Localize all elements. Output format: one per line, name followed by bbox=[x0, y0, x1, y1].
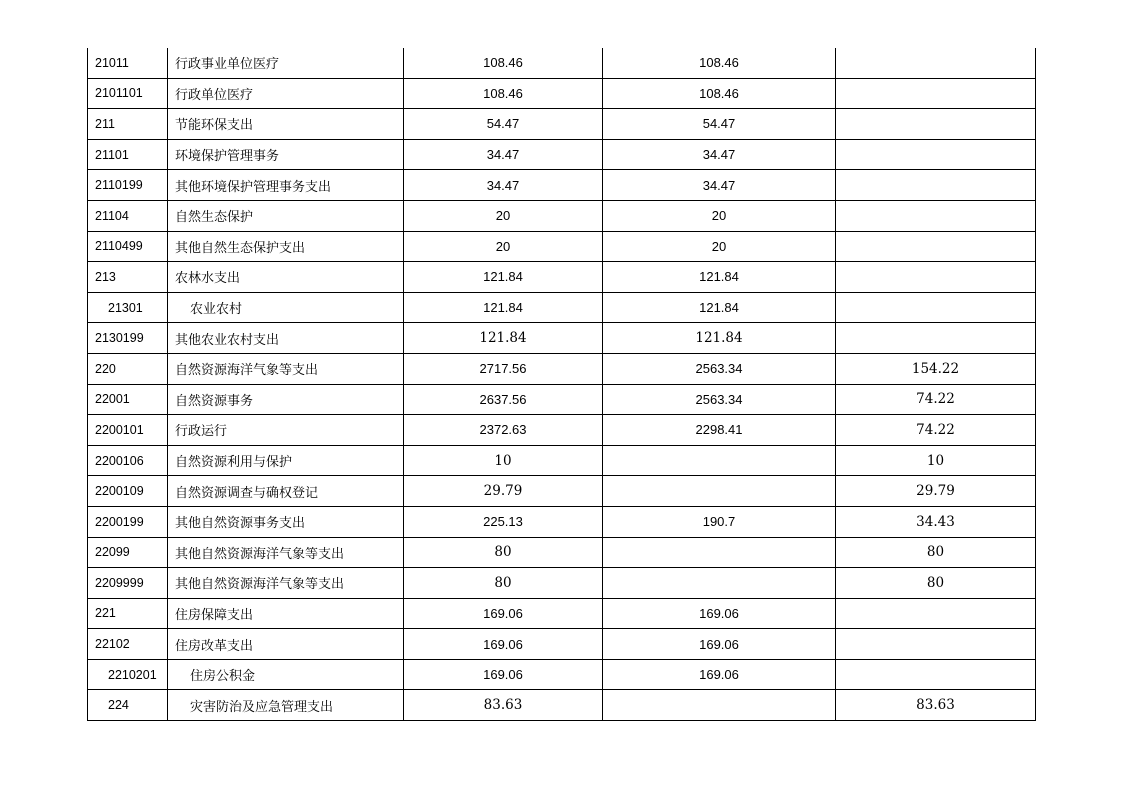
project-expenditure-cell bbox=[836, 629, 1036, 660]
subject-name-cell: 自然资源调查与确权登记 bbox=[168, 476, 404, 507]
project-expenditure-cell: 34.43 bbox=[836, 506, 1036, 537]
table-row bbox=[88, 200, 1036, 231]
basic-expenditure-cell: 34.47 bbox=[603, 139, 836, 170]
project-expenditure-cell bbox=[836, 109, 1036, 140]
expenditure-table bbox=[87, 48, 1036, 721]
basic-expenditure-cell: 2298.41 bbox=[603, 415, 836, 446]
subject-code-cell: 2200199 bbox=[88, 506, 168, 537]
table-body bbox=[88, 48, 1036, 721]
total-amount-cell: 169.06 bbox=[404, 629, 603, 660]
subject-name-cell: 农业农村 bbox=[168, 292, 404, 323]
total-amount-cell: 121.84 bbox=[404, 323, 603, 354]
basic-expenditure-cell: 20 bbox=[603, 231, 836, 262]
subject-code-cell: 220 bbox=[88, 353, 168, 384]
subject-code-cell: 22102 bbox=[88, 629, 168, 660]
project-expenditure-cell: 74.22 bbox=[836, 415, 1036, 446]
subject-name-cell: 自然资源事务 bbox=[168, 384, 404, 415]
basic-expenditure-cell bbox=[603, 476, 836, 507]
total-amount-cell: 121.84 bbox=[404, 262, 603, 293]
table-row bbox=[88, 659, 1036, 690]
table-row bbox=[88, 506, 1036, 537]
project-expenditure-cell: 154.22 bbox=[836, 353, 1036, 384]
subject-name-cell: 灾害防治及应急管理支出 bbox=[168, 690, 404, 721]
project-expenditure-cell: 80 bbox=[836, 537, 1036, 568]
table-row bbox=[88, 48, 1036, 78]
basic-expenditure-cell bbox=[603, 537, 836, 568]
project-expenditure-cell: 80 bbox=[836, 568, 1036, 599]
subject-code-cell: 2200106 bbox=[88, 445, 168, 476]
subject-code-cell: 2110499 bbox=[88, 231, 168, 262]
total-amount-cell: 54.47 bbox=[404, 109, 603, 140]
subject-code-cell: 21101 bbox=[88, 139, 168, 170]
basic-expenditure-cell: 54.47 bbox=[603, 109, 836, 140]
total-amount-cell: 10 bbox=[404, 445, 603, 476]
table-row bbox=[88, 445, 1036, 476]
table-row bbox=[88, 109, 1036, 140]
table-row bbox=[88, 384, 1036, 415]
total-amount-cell: 169.06 bbox=[404, 598, 603, 629]
project-expenditure-cell bbox=[836, 323, 1036, 354]
project-expenditure-cell: 29.79 bbox=[836, 476, 1036, 507]
total-amount-cell: 83.63 bbox=[404, 690, 603, 721]
total-amount-cell: 80 bbox=[404, 568, 603, 599]
total-amount-cell: 80 bbox=[404, 537, 603, 568]
budget-table-sheet bbox=[87, 48, 1036, 721]
basic-expenditure-cell: 169.06 bbox=[603, 629, 836, 660]
project-expenditure-cell bbox=[836, 231, 1036, 262]
total-amount-cell: 34.47 bbox=[404, 170, 603, 201]
basic-expenditure-cell: 108.46 bbox=[603, 78, 836, 109]
subject-code-cell: 2210201 bbox=[88, 659, 168, 690]
subject-name-cell: 行政单位医疗 bbox=[168, 78, 404, 109]
table-row bbox=[88, 139, 1036, 170]
table-row bbox=[88, 170, 1036, 201]
subject-name-cell: 其他环境保护管理事务支出 bbox=[168, 170, 404, 201]
subject-name-cell: 自然资源利用与保护 bbox=[168, 445, 404, 476]
total-amount-cell: 225.13 bbox=[404, 506, 603, 537]
project-expenditure-cell bbox=[836, 200, 1036, 231]
table-row bbox=[88, 78, 1036, 109]
subject-code-cell: 2200101 bbox=[88, 415, 168, 446]
basic-expenditure-cell: 121.84 bbox=[603, 292, 836, 323]
basic-expenditure-cell bbox=[603, 445, 836, 476]
subject-name-cell: 其他自然资源海洋气象等支出 bbox=[168, 537, 404, 568]
subject-name-cell: 其他自然资源事务支出 bbox=[168, 506, 404, 537]
subject-code-cell: 2101101 bbox=[88, 78, 168, 109]
table-row bbox=[88, 476, 1036, 507]
subject-name-cell: 住房公积金 bbox=[168, 659, 404, 690]
subject-code-cell: 2209999 bbox=[88, 568, 168, 599]
project-expenditure-cell bbox=[836, 48, 1036, 78]
subject-code-cell: 21301 bbox=[88, 292, 168, 323]
total-amount-cell: 169.06 bbox=[404, 659, 603, 690]
total-amount-cell: 2372.63 bbox=[404, 415, 603, 446]
total-amount-cell: 108.46 bbox=[404, 48, 603, 78]
project-expenditure-cell bbox=[836, 139, 1036, 170]
total-amount-cell: 20 bbox=[404, 231, 603, 262]
project-expenditure-cell bbox=[836, 598, 1036, 629]
total-amount-cell: 121.84 bbox=[404, 292, 603, 323]
total-amount-cell: 108.46 bbox=[404, 78, 603, 109]
basic-expenditure-cell: 2563.34 bbox=[603, 384, 836, 415]
project-expenditure-cell: 83.63 bbox=[836, 690, 1036, 721]
basic-expenditure-cell: 169.06 bbox=[603, 659, 836, 690]
table-row bbox=[88, 292, 1036, 323]
project-expenditure-cell bbox=[836, 262, 1036, 293]
basic-expenditure-cell bbox=[603, 690, 836, 721]
table-row bbox=[88, 568, 1036, 599]
project-expenditure-cell bbox=[836, 170, 1036, 201]
subject-code-cell: 213 bbox=[88, 262, 168, 293]
basic-expenditure-cell: 34.47 bbox=[603, 170, 836, 201]
subject-name-cell: 其他自然生态保护支出 bbox=[168, 231, 404, 262]
project-expenditure-cell bbox=[836, 659, 1036, 690]
subject-code-cell: 224 bbox=[88, 690, 168, 721]
project-expenditure-cell bbox=[836, 78, 1036, 109]
basic-expenditure-cell bbox=[603, 568, 836, 599]
subject-name-cell: 行政事业单位医疗 bbox=[168, 48, 404, 78]
subject-code-cell: 221 bbox=[88, 598, 168, 629]
project-expenditure-cell: 10 bbox=[836, 445, 1036, 476]
table-row bbox=[88, 537, 1036, 568]
subject-code-cell: 22099 bbox=[88, 537, 168, 568]
table-row bbox=[88, 262, 1036, 293]
basic-expenditure-cell: 108.46 bbox=[603, 48, 836, 78]
basic-expenditure-cell: 121.84 bbox=[603, 323, 836, 354]
basic-expenditure-cell: 2563.34 bbox=[603, 353, 836, 384]
table-row bbox=[88, 231, 1036, 262]
table-row bbox=[88, 598, 1036, 629]
table-row bbox=[88, 415, 1036, 446]
project-expenditure-cell bbox=[836, 292, 1036, 323]
total-amount-cell: 2717.56 bbox=[404, 353, 603, 384]
subject-name-cell: 住房改革支出 bbox=[168, 629, 404, 660]
total-amount-cell: 2637.56 bbox=[404, 384, 603, 415]
subject-name-cell: 自然生态保护 bbox=[168, 200, 404, 231]
project-expenditure-cell: 74.22 bbox=[836, 384, 1036, 415]
basic-expenditure-cell: 190.7 bbox=[603, 506, 836, 537]
subject-name-cell: 自然资源海洋气象等支出 bbox=[168, 353, 404, 384]
table-row bbox=[88, 690, 1036, 721]
subject-name-cell: 节能环保支出 bbox=[168, 109, 404, 140]
total-amount-cell: 29.79 bbox=[404, 476, 603, 507]
subject-code-cell: 21104 bbox=[88, 200, 168, 231]
subject-code-cell: 211 bbox=[88, 109, 168, 140]
table-row bbox=[88, 323, 1036, 354]
basic-expenditure-cell: 121.84 bbox=[603, 262, 836, 293]
subject-name-cell: 其他农业农村支出 bbox=[168, 323, 404, 354]
table-row bbox=[88, 629, 1036, 660]
basic-expenditure-cell: 169.06 bbox=[603, 598, 836, 629]
basic-expenditure-cell: 20 bbox=[603, 200, 836, 231]
subject-code-cell: 2110199 bbox=[88, 170, 168, 201]
subject-name-cell: 农林水支出 bbox=[168, 262, 404, 293]
total-amount-cell: 20 bbox=[404, 200, 603, 231]
total-amount-cell: 34.47 bbox=[404, 139, 603, 170]
subject-code-cell: 21011 bbox=[88, 48, 168, 78]
table-row bbox=[88, 353, 1036, 384]
subject-name-cell: 住房保障支出 bbox=[168, 598, 404, 629]
subject-name-cell: 其他自然资源海洋气象等支出 bbox=[168, 568, 404, 599]
subject-code-cell: 2130199 bbox=[88, 323, 168, 354]
subject-code-cell: 22001 bbox=[88, 384, 168, 415]
subject-name-cell: 环境保护管理事务 bbox=[168, 139, 404, 170]
subject-name-cell: 行政运行 bbox=[168, 415, 404, 446]
subject-code-cell: 2200109 bbox=[88, 476, 168, 507]
